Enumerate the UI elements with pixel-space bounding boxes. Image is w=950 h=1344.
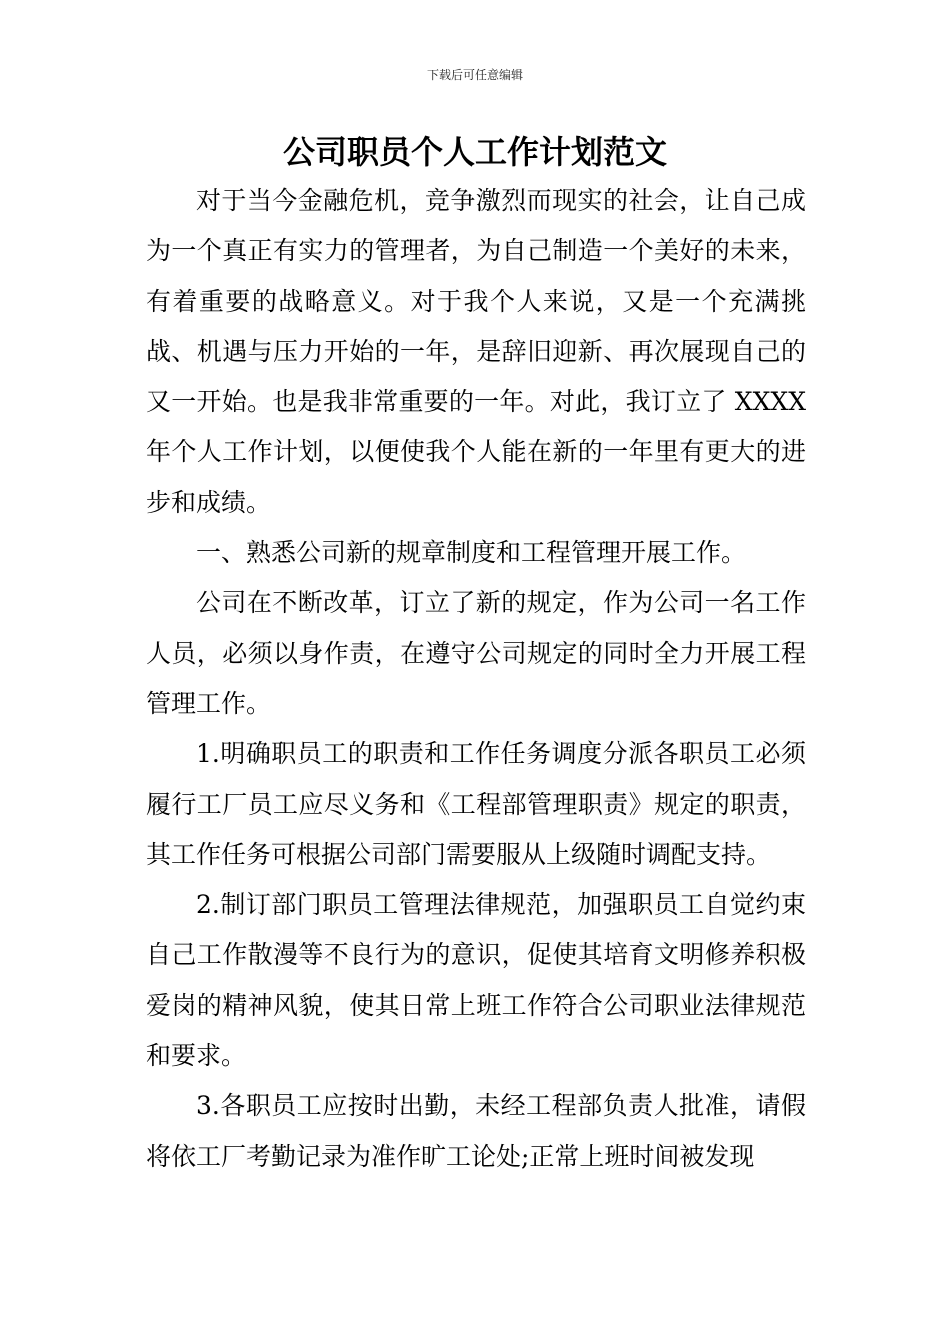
paragraph-section-heading: 一、熟悉公司新的规章制度和工程管理开展工作。 [196, 538, 747, 568]
paragraph-intro: 对于当今金融危机，竞争激烈而现实的社会，让自己成为一个真正有实力的管理者，为自己制造一个美好的未来，有着重要的战略意义。对于我个人来说，又是一个充满挑战、机遇与压力开始的一年，是辞旧迎新、再次展现自己的又一开始。也是我非常重要的一年。对此，我订立了 XXXX 年个人工作计划，以便使我个人能在新的一年里有更大的进步和成绩。 [146, 186, 806, 517]
paragraph-section-intro: 公司在不断改革，订立了新的规定，作为公司一名工作人员，必须以身作责，在遵守公司规定的同时全力开展工程管理工作。 [146, 588, 806, 718]
header-note: 下载后可任意编辑 [426, 68, 523, 82]
paragraph-item-1: 1.明确职员工的职责和工作任务调度分派各职员工必须履行工厂员工应尽义务和《工程部管理职责》规定的职责，其工作任务可根据公司部门需要服从上级随时调配支持。 [146, 739, 806, 869]
document-body [146, 176, 806, 1182]
paragraph-item-2: 2.制订部门职员工管理法律规范，加强职员工自觉约束自己工作散漫等不良行为的意识，促使其培育文明修养积极爱岗的精神风貌，使其日常上班工作符合公司职业法律规范和要求。 [146, 890, 806, 1071]
paragraph-item-3: 3.各职员工应按时出勤，未经工程部负责人批准，请假将依工厂考勤记录为准作旷工论处;正常上班时间被发现 [146, 1091, 806, 1171]
document-title: 公司职员个人工作计划范文 [282, 133, 667, 171]
